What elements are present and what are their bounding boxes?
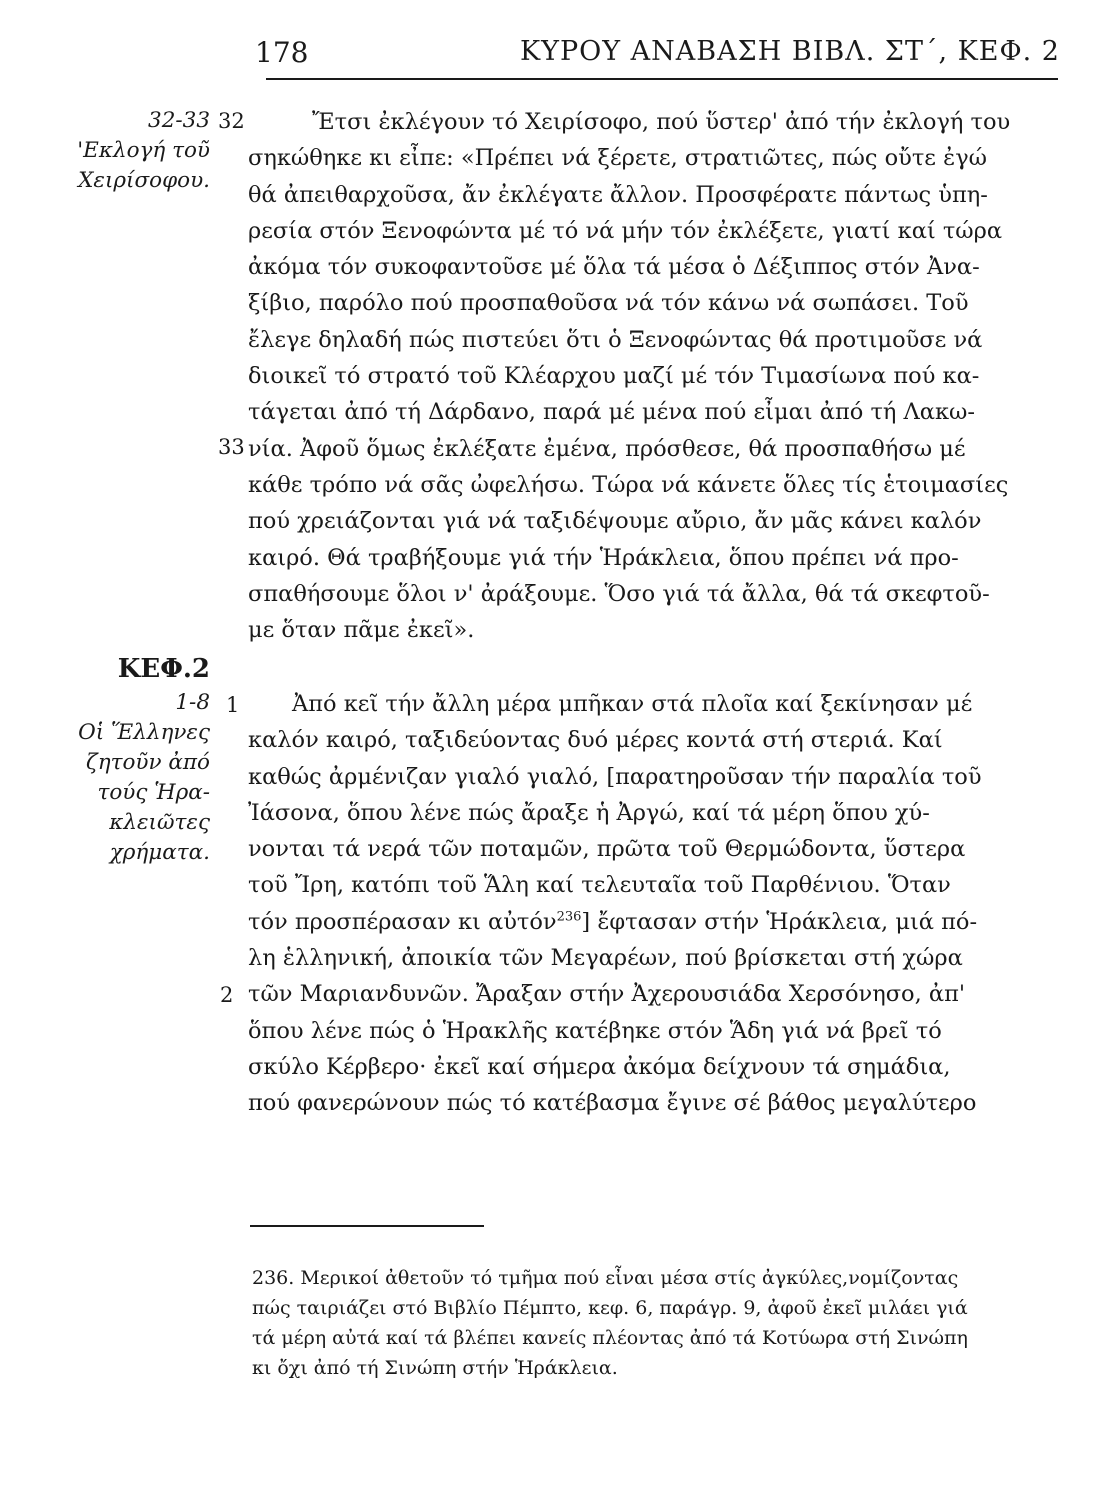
text-line: ἀκόμα τόν συκοφαντοῦσε μέ ὅλα τά μέσα ὁ Δέξιππος στόν Ἀνα- [248, 254, 980, 281]
text-line: κάθε τρόπο νά σᾶς ὠφελήσω. Τώρα νά κάνετε ὅλες τίς ἑτοιμασίες [248, 471, 1009, 498]
text-line: ὅπου λένε πώς ὁ Ἡρακλῆς κατέβηκε στόν Ἅδη γιά νά βρεῖ τό [248, 1017, 942, 1044]
footnote-236 [252, 1263, 1064, 1383]
footnote-reference[interactable]: 236 [556, 909, 582, 925]
margin-note-line: ζητοῦν ἀπό [86, 750, 210, 775]
text-line: νονται τά νερά τῶν ποταμῶν, πρῶτα τοῦ Θερμώδοντα, ὕστερα [248, 836, 966, 863]
margin-note-range: 1-8 [175, 690, 210, 715]
paragraph-verse-32-33 [248, 104, 1064, 648]
text-line: θά ἀπειθαρχοῦσα, ἄν ἐκλέγατε ἄλλον. Προσφέρατε πάντως ὑπη- [248, 181, 988, 208]
text-line: καθώς ἀρμένιζαν γιαλό γιαλό, [παρατηροῦσαν τήν παραλία τοῦ [248, 763, 982, 790]
text-line: λη ἑλληνική, ἀποικία τῶν Μεγαρέων, πού βρίσκεται στή χώρα [248, 945, 963, 972]
text-line-with-footnote-ref [248, 904, 1064, 940]
text-line: πού χρειάζονται γιά νά ταξιδέψουμε αὔριο, ἄν μᾶς κάνει καλόν [248, 508, 982, 535]
text-segment: τόν προσπέρασαν κι αὐτόν [248, 908, 557, 935]
text-line: τῶν Μαριανδυνῶν. Ἄραξαν στήν Ἀχερουσιάδα Χερσόνησο, ἀπ' [248, 981, 966, 1008]
margin-note-chapter-2 [20, 652, 210, 868]
margin-note-election [20, 106, 210, 196]
text-line: τοῦ Ἴρη, κατόπι τοῦ Ἅλη καί τελευταῖα τοῦ Παρθένιου. Ὅταν [248, 872, 951, 899]
verse-number: 32 [218, 109, 245, 133]
text-line: Ἰάσονα, ὅπου λένε πώς ἄραξε ἡ Ἀργώ, καί τά μέρη ὅπου χύ- [248, 799, 930, 826]
footnote-line: πώς ταιριάζει στό Βιβλίο Πέμπτο, κεφ. 6, παράγρ. 9, ἀφοῦ ἐκεῖ μιλάει γιά [252, 1297, 968, 1319]
margin-note-line: 'Εκλογή τοῦ [77, 138, 210, 163]
text-line: τάγεται ἀπό τή Δάρδανο, παρά μέ μένα πού εἶμαι ἀπό τή Λακω- [248, 399, 975, 426]
footnote-rule [250, 1225, 484, 1227]
margin-note-range: 32-33 [148, 108, 210, 133]
text-line: ξίβιο, παρόλο πού προσπαθοῦσα νά τόν κάνω νά σωπάσει. Τοῦ [248, 290, 969, 317]
text-line: με ὅταν πᾶμε ἐκεῖ». [248, 617, 475, 644]
page-number: 178 [255, 36, 309, 69]
text-line: ρεσία στόν Ξενοφώντα μέ τό νά μήν τόν ἐκλέξετε, γιατί καί τώρα [248, 217, 1003, 244]
text-line: καλόν καιρό, ταξιδεύοντας δυό μέρες κοντά στή στεριά. Καί [248, 727, 943, 754]
text-line: ἔλεγε δηλαδή πώς πιστεύει ὅτι ὁ Ξενοφώντας θά προτιμοῦσε νά [248, 326, 983, 353]
margin-note-line: χρήματα. [109, 840, 210, 865]
text-line: σηκώθηκε κι εἶπε: «Πρέπει νά ξέρετε, στρατιῶτες, πώς οὔτε ἐγώ [248, 145, 987, 172]
header-rule [266, 78, 1058, 80]
text-line: σπαθήσουμε ὅλοι ν' ἀράξουμε. Ὅσο γιά τά ἄλλα, θά τά σκεφτοῦ- [248, 580, 990, 607]
footnote-line: 236. Μερικοί ἀθετοῦν τό τμῆμα πού εἶναι μέσα στίς ἀγκύλες,νομίζοντας [252, 1267, 959, 1289]
text-line: Ἔτσι ἐκλέγουν τό Χειρίσοφο, πού ὕστερ' ἀπό τήν ἐκλογή του [312, 109, 1011, 135]
margin-note-line: κλειῶτες [109, 810, 210, 835]
verse-number: 2 [220, 983, 234, 1007]
page-header [250, 34, 1060, 74]
margin-note-line: Χειρίσοφου. [78, 168, 210, 193]
margin-note-line: τούς Ἡρα- [97, 780, 210, 805]
footnote-line: κι ὄχι ἀπό τή Σινώπη στήν Ἡράκλεια. [252, 1357, 618, 1379]
running-title: ΚΥΡΟΥ ΑΝΑΒΑΣΗ ΒΙΒΛ. ΣΤ΄, ΚΕΦ. 2 [519, 36, 1060, 67]
text-line: καιρό. Θά τραβήξουμε γιά τήν Ἡράκλεια, ὅπου πρέπει νά προ- [248, 544, 959, 571]
text-segment: ] ἔφτασαν στήν Ἡράκλεια, μιά πό- [581, 908, 978, 935]
verse-number: 33 [218, 435, 245, 459]
chapter-heading: ΚΕΦ.2 [117, 654, 210, 684]
paragraph-verse-1-2 [248, 686, 1064, 1122]
text-line: διοικεῖ τό στρατό τοῦ Κλέαρχου μαζί μέ τόν Τιμασίωνα πού κα- [248, 363, 980, 390]
text-line: νία. Ἀφοῦ ὅμως ἐκλέξατε ἐμένα, πρόσθεσε, θά προσπαθήσω μέ [248, 435, 966, 462]
margin-note-line: Οἱ Ἕλληνες [78, 720, 210, 745]
text-line: σκύλο Κέρβερο· ἐκεῖ καί σήμερα ἀκόμα δείχνουν τά σημάδια, [248, 1053, 951, 1080]
verse-number: 1 [226, 693, 240, 717]
footnote-line: τά μέρη αὐτά καί τά βλέπει κανείς πλέοντας ἀπό τά Κοτύωρα στή Σινώπη [252, 1327, 968, 1349]
text-line: πού φανερώνουν πώς τό κατέβασμα ἔγινε σέ βάθος μεγαλύτερο [248, 1090, 977, 1117]
text-line: Ἀπό κεῖ τήν ἄλλη μέρα μπῆκαν στά πλοῖα καί ξεκίνησαν μέ [292, 691, 973, 717]
